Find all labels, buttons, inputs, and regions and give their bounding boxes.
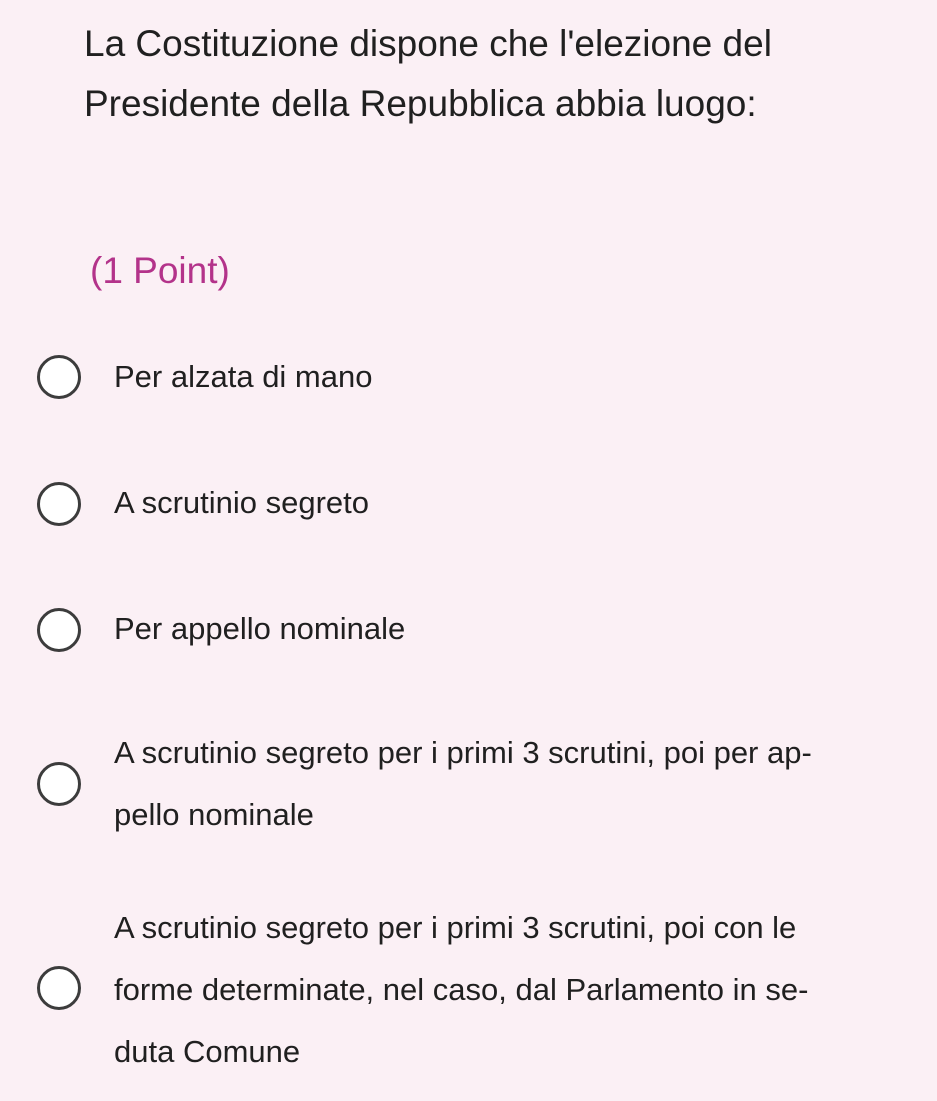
option-3-label (114, 598, 924, 660)
option-4-label (114, 722, 924, 846)
option-2[interactable] (34, 472, 929, 534)
radio-button-option-3[interactable] (37, 608, 81, 652)
option-3-line-1: Per appello nominale (114, 611, 406, 646)
question-text (84, 14, 914, 134)
option-5-line-2: forme determinate, nel caso, dal Parlamento in se- (114, 972, 809, 1007)
option-1-line-1: Per alzata di mano (114, 359, 373, 394)
option-5[interactable] (34, 897, 929, 1083)
radio-button-option-4[interactable] (37, 762, 81, 806)
option-5-label (114, 897, 924, 1083)
option-3[interactable] (34, 598, 929, 660)
question-line-1: La Costituzione dispone che l'elezione del (84, 23, 772, 64)
option-4-line-1: A scrutinio segreto per i primi 3 scrutini, poi per ap- (114, 735, 812, 770)
points-label: (1 Point) (90, 250, 230, 291)
radio-button-option-1[interactable] (37, 355, 81, 399)
option-2-label (114, 472, 924, 534)
radio-button-option-2[interactable] (37, 482, 81, 526)
option-2-line-1: A scrutinio segreto (114, 485, 370, 520)
option-4-line-2: pello nominale (114, 797, 314, 832)
option-5-line-1: A scrutinio segreto per i primi 3 scrutini, poi con le (114, 910, 797, 945)
option-5-line-3: duta Comune (114, 1034, 301, 1069)
option-1-label (114, 346, 924, 408)
question-line-2: Presidente della Repubblica abbia luogo: (84, 83, 757, 124)
option-1[interactable] (34, 346, 929, 408)
option-4[interactable] (34, 722, 929, 846)
radio-button-option-5[interactable] (37, 966, 81, 1010)
